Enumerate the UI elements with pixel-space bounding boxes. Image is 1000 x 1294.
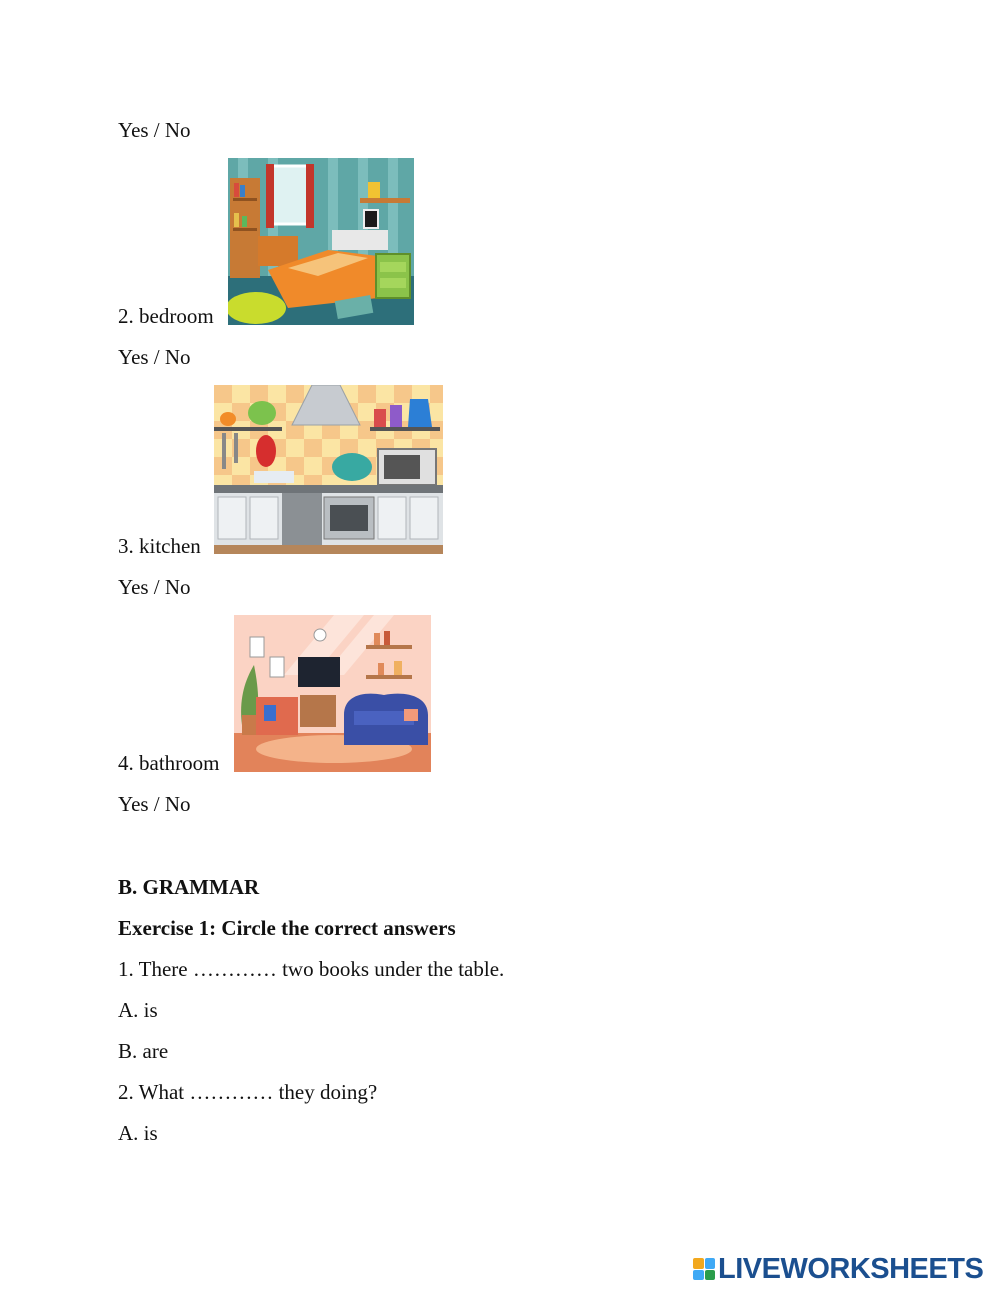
- q2-option-a[interactable]: A. is: [118, 1121, 158, 1145]
- kitchen-image: [214, 385, 443, 554]
- yes-no-option-4[interactable]: Yes / No: [118, 792, 191, 816]
- yes-no-option-1[interactable]: Yes / No: [118, 118, 191, 142]
- yes-no-option-3[interactable]: Yes / No: [118, 575, 191, 599]
- question-1: 1. There ………… two books under the table.: [118, 957, 505, 981]
- logo-text: LIVEWORKSHEETS: [718, 1252, 984, 1285]
- question-2: 2. What ………… they doing?: [118, 1080, 378, 1104]
- q1-option-a[interactable]: A. is: [118, 998, 158, 1022]
- logo-mark-icon: [693, 1258, 715, 1280]
- section-heading-grammar: B. GRAMMAR: [118, 875, 260, 899]
- q1-option-b[interactable]: B. are: [118, 1039, 169, 1063]
- yes-no-option-2[interactable]: Yes / No: [118, 345, 191, 369]
- bedroom-image: [228, 158, 414, 325]
- item-label-bedroom: 2. bedroom: [118, 304, 214, 328]
- item-label-kitchen: 3. kitchen: [118, 534, 201, 558]
- item-label-bathroom: 4. bathroom: [118, 751, 220, 775]
- liveworksheets-logo: [693, 1252, 984, 1285]
- exercise-title: Exercise 1: Circle the correct answers: [118, 916, 456, 940]
- living-room-image: [234, 615, 431, 772]
